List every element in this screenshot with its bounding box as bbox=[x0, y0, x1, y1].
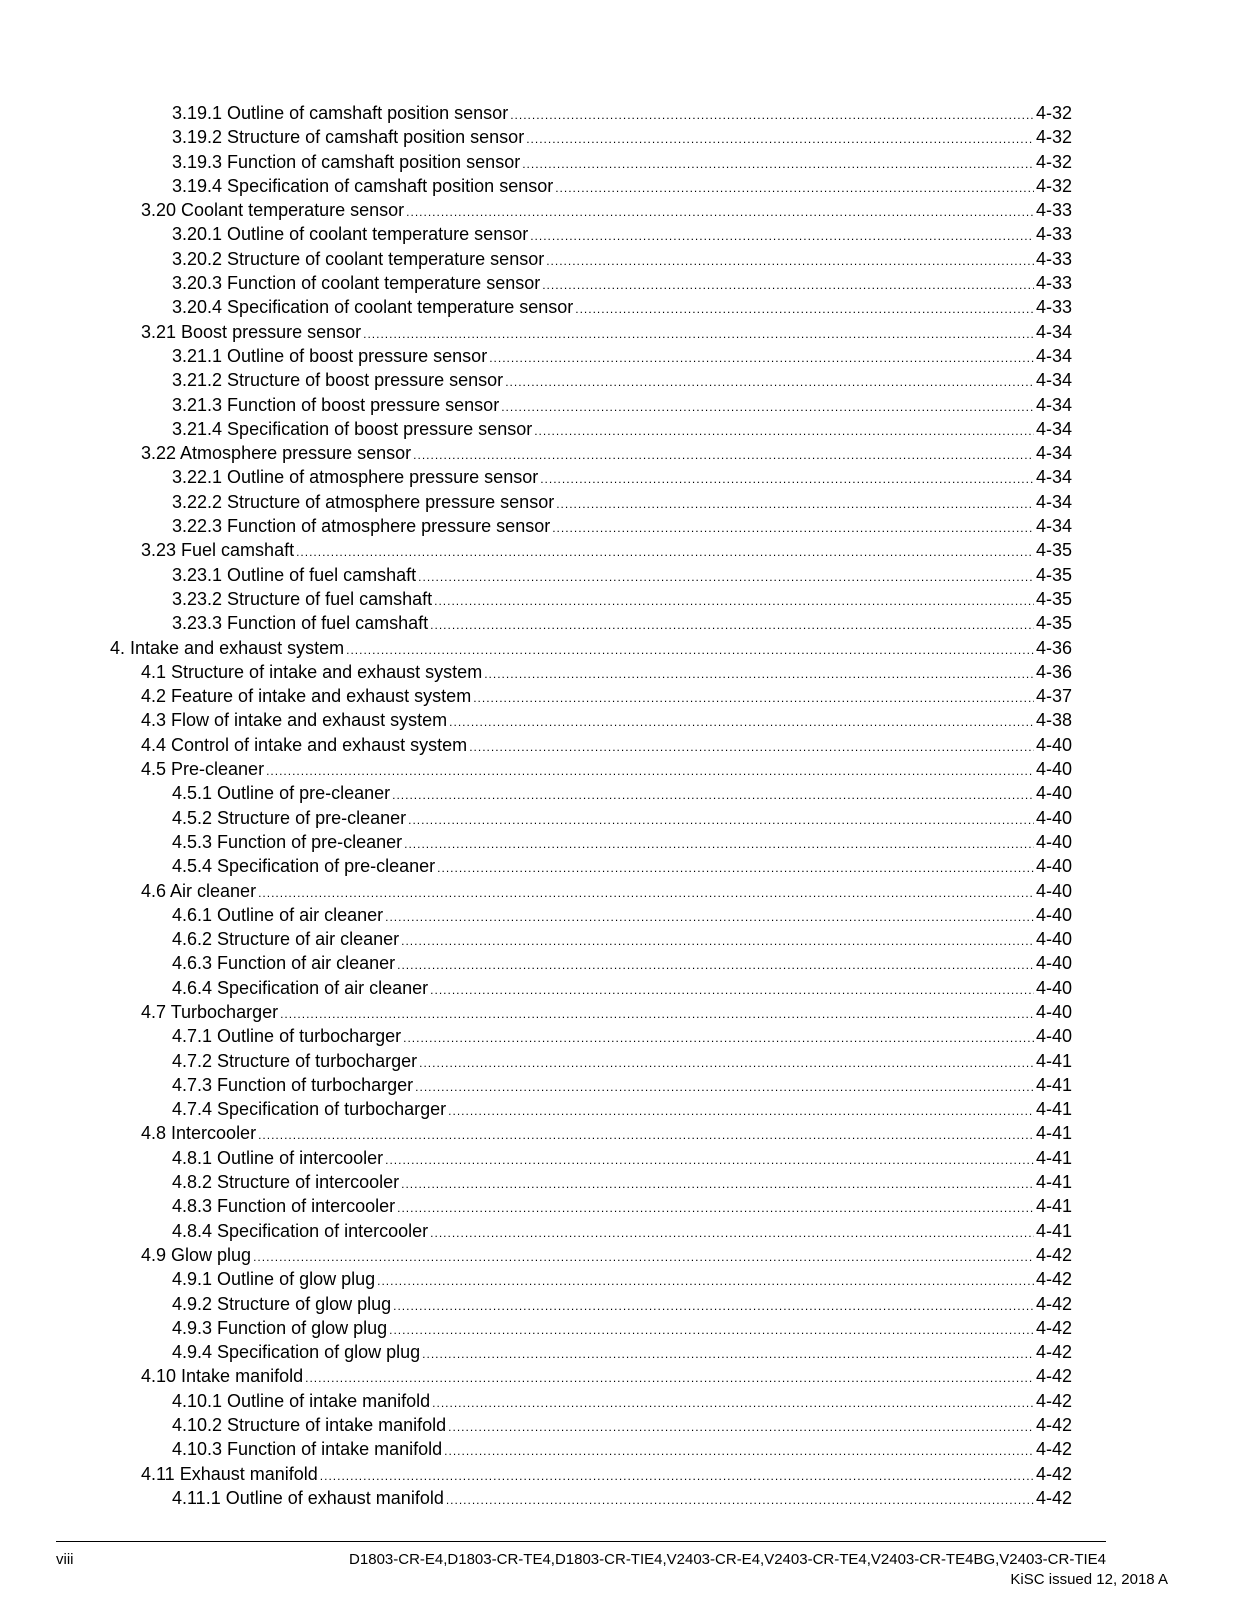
toc-dot-leader bbox=[449, 710, 1034, 734]
toc-dot-leader bbox=[526, 127, 1034, 151]
toc-entry-title: 4.11 Exhaust manifold bbox=[141, 1463, 318, 1484]
toc-dot-leader bbox=[530, 224, 1034, 248]
toc-dot-leader bbox=[253, 1245, 1034, 1269]
toc-entry-page: 4-40 bbox=[1035, 1026, 1072, 1047]
toc-entry[interactable] bbox=[0, 150, 1236, 174]
toc-entry[interactable] bbox=[0, 927, 1236, 951]
toc-entry-page: 4-33 bbox=[1035, 248, 1072, 269]
toc-entry-page: 4-40 bbox=[1035, 880, 1072, 901]
toc-dot-leader bbox=[377, 1269, 1034, 1293]
toc-entry[interactable] bbox=[0, 1340, 1236, 1364]
toc-entry[interactable] bbox=[0, 320, 1236, 344]
toc-dot-leader bbox=[392, 783, 1034, 807]
toc-dot-leader bbox=[552, 516, 1034, 540]
toc-entry-page: 4-40 bbox=[1035, 929, 1072, 950]
toc-dot-leader bbox=[415, 1075, 1034, 1099]
toc-entry-title: 4.8 Intercooler bbox=[141, 1123, 257, 1144]
toc-entry-title: 3.19.4 Specification of camshaft position sensor bbox=[172, 175, 554, 196]
toc-dot-leader bbox=[510, 103, 1034, 127]
toc-entry[interactable] bbox=[0, 1267, 1236, 1291]
toc-entry[interactable] bbox=[0, 1049, 1236, 1073]
toc-dot-leader bbox=[320, 1464, 1034, 1488]
toc-dot-leader bbox=[280, 1002, 1034, 1026]
toc-entry-page: 4-40 bbox=[1035, 856, 1072, 877]
toc-dot-leader bbox=[305, 1366, 1034, 1390]
toc-entry-title: 3.20.3 Function of coolant temperature sensor bbox=[172, 273, 541, 294]
toc-entry[interactable] bbox=[0, 271, 1236, 295]
toc-entry[interactable] bbox=[0, 1389, 1236, 1413]
toc-entry-page: 4-40 bbox=[1035, 953, 1072, 974]
toc-entry-page: 4-42 bbox=[1035, 1269, 1072, 1290]
toc-entry-page: 4-34 bbox=[1035, 418, 1072, 439]
toc-entry[interactable] bbox=[0, 1292, 1236, 1316]
toc-entry-title: 4.5 Pre-cleaner bbox=[141, 759, 265, 780]
toc-entry-page: 4-35 bbox=[1035, 564, 1072, 585]
toc-entry[interactable] bbox=[0, 125, 1236, 149]
toc-dot-leader bbox=[556, 492, 1034, 516]
toc-entry-title: 4.10.2 Structure of intake manifold bbox=[172, 1415, 447, 1436]
toc-entry-title: 3.22.1 Outline of atmosphere pressure sensor bbox=[172, 467, 539, 488]
toc-entry[interactable] bbox=[0, 368, 1236, 392]
toc-entry-title: 4.6.2 Structure of air cleaner bbox=[172, 929, 400, 950]
toc-entry-page: 4-34 bbox=[1035, 345, 1072, 366]
toc-dot-leader bbox=[385, 905, 1034, 929]
toc-dot-leader bbox=[408, 808, 1034, 832]
toc-dot-leader bbox=[448, 1099, 1034, 1123]
toc-dot-leader bbox=[534, 419, 1034, 443]
toc-entry-page: 4-34 bbox=[1035, 443, 1072, 464]
toc-entry[interactable] bbox=[0, 1413, 1236, 1437]
footer-issue-date: KiSC issued 12, 2018 A bbox=[1010, 1571, 1168, 1588]
toc-dot-leader bbox=[258, 1123, 1034, 1147]
toc-entry[interactable] bbox=[0, 1194, 1236, 1218]
toc-entry-title: 4.6 Air cleaner bbox=[141, 880, 257, 901]
toc-entry-title: 4.1 Structure of intake and exhaust system bbox=[141, 661, 483, 682]
toc-entry[interactable] bbox=[0, 660, 1236, 684]
toc-dot-leader bbox=[501, 395, 1034, 419]
toc-dot-leader bbox=[432, 1391, 1034, 1415]
toc-entry[interactable] bbox=[0, 951, 1236, 975]
toc-entry-title: 3.23 Fuel camshaft bbox=[141, 540, 295, 561]
toc-entry[interactable] bbox=[0, 1364, 1236, 1388]
toc-entry[interactable] bbox=[0, 198, 1236, 222]
toc-entry-page: 4-34 bbox=[1035, 467, 1072, 488]
toc-entry[interactable] bbox=[0, 538, 1236, 562]
toc-entry-title: 4.6.3 Function of air cleaner bbox=[172, 953, 396, 974]
toc-dot-leader bbox=[385, 1148, 1034, 1172]
toc-dot-leader bbox=[393, 1294, 1034, 1318]
toc-dot-leader bbox=[413, 443, 1034, 467]
toc-entry-title: 4.9.2 Structure of glow plug bbox=[172, 1293, 392, 1314]
toc-entry[interactable] bbox=[0, 636, 1236, 660]
toc-entry-title: 3.21.4 Specification of boost pressure sensor bbox=[172, 418, 533, 439]
toc-entry[interactable] bbox=[0, 295, 1236, 319]
toc-entry-title: 4.7.4 Specification of turbocharger bbox=[172, 1099, 447, 1120]
toc-entry-page: 4-34 bbox=[1035, 516, 1072, 537]
toc-dot-leader bbox=[546, 249, 1034, 273]
toc-dot-leader bbox=[266, 759, 1034, 783]
toc-entry-title: 4.11.1 Outline of exhaust manifold bbox=[172, 1487, 444, 1508]
toc-entry-title: 3.20.2 Structure of coolant temperature sensor bbox=[172, 248, 545, 269]
toc-entry-title: 4.9.1 Outline of glow plug bbox=[172, 1269, 376, 1290]
toc-entry-title: 3.22 Atmosphere pressure sensor bbox=[141, 443, 412, 464]
toc-entry-title: 4.5.4 Specification of pre-cleaner bbox=[172, 856, 436, 877]
toc-entry-title: 3.23.3 Function of fuel camshaft bbox=[172, 613, 429, 634]
toc-dot-leader bbox=[505, 370, 1034, 394]
toc-entry-title: 4.9 Glow plug bbox=[141, 1244, 252, 1265]
toc-entry-page: 4-42 bbox=[1035, 1487, 1072, 1508]
toc-entry-page: 4-32 bbox=[1035, 151, 1072, 172]
toc-dot-leader bbox=[437, 856, 1034, 880]
toc-entry-title: 3.20.1 Outline of coolant temperature sensor bbox=[172, 224, 529, 245]
toc-entry[interactable] bbox=[0, 587, 1236, 611]
toc-entry-page: 4-33 bbox=[1035, 273, 1072, 294]
toc-entry[interactable] bbox=[0, 806, 1236, 830]
toc-entry-title: 4.4 Control of intake and exhaust system bbox=[141, 734, 468, 755]
toc-entry-page: 4-35 bbox=[1035, 588, 1072, 609]
toc-entry-title: 4.10.1 Outline of intake manifold bbox=[172, 1390, 431, 1411]
toc-entry[interactable] bbox=[0, 1486, 1236, 1510]
toc-entry-title: 4.8.3 Function of intercooler bbox=[172, 1196, 396, 1217]
toc-entry[interactable] bbox=[0, 465, 1236, 489]
toc-entry-page: 4-41 bbox=[1035, 1196, 1072, 1217]
toc-entry-page: 4-40 bbox=[1035, 807, 1072, 828]
toc-entry[interactable] bbox=[0, 441, 1236, 465]
toc-entry-page: 4-38 bbox=[1035, 710, 1072, 731]
toc-entry[interactable] bbox=[0, 393, 1236, 417]
toc-entry-page: 4-32 bbox=[1035, 127, 1072, 148]
toc-entry-title: 4.3 Flow of intake and exhaust system bbox=[141, 710, 448, 731]
toc-entry-page: 4-41 bbox=[1035, 1220, 1072, 1241]
toc-entry-page: 4-42 bbox=[1035, 1439, 1072, 1460]
toc-dot-leader bbox=[434, 589, 1034, 613]
toc-entry-page: 4-40 bbox=[1035, 904, 1072, 925]
toc-dot-leader bbox=[446, 1488, 1034, 1512]
toc-dot-leader bbox=[448, 1415, 1034, 1439]
toc-entry-page: 4-40 bbox=[1035, 1001, 1072, 1022]
toc-entry[interactable] bbox=[0, 1316, 1236, 1340]
toc-entry[interactable] bbox=[0, 101, 1236, 125]
toc-dot-leader bbox=[406, 200, 1034, 224]
toc-dot-leader bbox=[397, 953, 1034, 977]
toc-entry[interactable] bbox=[0, 1243, 1236, 1267]
toc-entry-page: 4-36 bbox=[1035, 661, 1072, 682]
toc-entry[interactable] bbox=[0, 1000, 1236, 1024]
toc-entry[interactable] bbox=[0, 1219, 1236, 1243]
toc-entry[interactable] bbox=[0, 757, 1236, 781]
toc-entry[interactable] bbox=[0, 1462, 1236, 1486]
toc-entry[interactable] bbox=[0, 733, 1236, 757]
toc-entry-title: 3.20.4 Specification of coolant temperature sensor bbox=[172, 297, 574, 318]
toc-entry[interactable] bbox=[0, 417, 1236, 441]
toc-entry[interactable] bbox=[0, 247, 1236, 271]
toc-entry[interactable] bbox=[0, 976, 1236, 1000]
toc-entry-title: 3.19.3 Function of camshaft position sensor bbox=[172, 151, 521, 172]
toc-entry-page: 4-42 bbox=[1035, 1342, 1072, 1363]
toc-entry-page: 4-42 bbox=[1035, 1390, 1072, 1411]
toc-entry-title: 3.22.2 Structure of atmosphere pressure sensor bbox=[172, 491, 555, 512]
toc-dot-leader bbox=[489, 346, 1034, 370]
toc-dot-leader bbox=[473, 686, 1034, 710]
toc-dot-leader bbox=[346, 638, 1034, 662]
toc-dot-leader bbox=[422, 1342, 1034, 1366]
toc-dot-leader bbox=[484, 662, 1034, 686]
toc-dot-leader bbox=[575, 297, 1034, 321]
toc-dot-leader bbox=[401, 929, 1034, 953]
toc-entry[interactable] bbox=[0, 854, 1236, 878]
toc-entry-title: 4.6.1 Outline of air cleaner bbox=[172, 904, 384, 925]
toc-dot-leader bbox=[430, 613, 1034, 637]
toc-entry-page: 4-32 bbox=[1035, 103, 1072, 123]
toc-entry-title: 4.8.1 Outline of intercooler bbox=[172, 1147, 384, 1168]
toc-entry-page: 4-42 bbox=[1035, 1317, 1072, 1338]
toc-dot-leader bbox=[363, 322, 1034, 346]
toc-dot-leader bbox=[540, 467, 1034, 491]
toc-entry-page: 4-34 bbox=[1035, 394, 1072, 415]
toc-entry-page: 4-42 bbox=[1035, 1463, 1072, 1484]
toc-entry[interactable] bbox=[0, 1097, 1236, 1121]
toc-entry-page: 4-40 bbox=[1035, 783, 1072, 804]
toc-entry[interactable] bbox=[0, 708, 1236, 732]
toc-entry-title: 4.5.3 Function of pre-cleaner bbox=[172, 831, 403, 852]
toc-entry-title: 3.21.1 Outline of boost pressure sensor bbox=[172, 345, 488, 366]
toc-dot-leader bbox=[430, 1221, 1034, 1245]
toc-entry-page: 4-40 bbox=[1035, 977, 1072, 998]
toc-entry-page: 4-41 bbox=[1035, 1172, 1072, 1193]
toc-entry-page: 4-42 bbox=[1035, 1293, 1072, 1314]
toc-entry-page: 4-33 bbox=[1035, 224, 1072, 245]
toc-entry-page: 4-34 bbox=[1035, 321, 1072, 342]
toc-entry[interactable] bbox=[0, 684, 1236, 708]
toc-entry-page: 4-41 bbox=[1035, 1050, 1072, 1071]
toc-entry-page: 4-41 bbox=[1035, 1147, 1072, 1168]
toc-entry-page: 4-40 bbox=[1035, 734, 1072, 755]
toc-entry-title: 4.7.1 Outline of turbocharger bbox=[172, 1026, 402, 1047]
toc-dot-leader bbox=[404, 832, 1034, 856]
toc-entry-page: 4-41 bbox=[1035, 1074, 1072, 1095]
toc-dot-leader bbox=[296, 540, 1034, 564]
toc-entry[interactable] bbox=[0, 222, 1236, 246]
toc-dot-leader bbox=[542, 273, 1034, 297]
toc-dot-leader bbox=[469, 735, 1034, 759]
toc-entry-page: 4-35 bbox=[1035, 540, 1072, 561]
toc-entry-page: 4-41 bbox=[1035, 1123, 1072, 1144]
toc-entry[interactable] bbox=[0, 1024, 1236, 1048]
toc-entry[interactable] bbox=[0, 344, 1236, 368]
toc-dot-leader bbox=[522, 152, 1034, 176]
toc-dot-leader bbox=[419, 1051, 1034, 1075]
toc-entry-title: 3.19.2 Structure of camshaft position sensor bbox=[172, 127, 525, 148]
toc-entry-page: 4-34 bbox=[1035, 491, 1072, 512]
toc-entry-title: 3.21 Boost pressure sensor bbox=[141, 321, 362, 342]
toc-entry-page: 4-36 bbox=[1035, 637, 1072, 658]
toc-entry[interactable] bbox=[0, 1121, 1236, 1145]
toc-entry-title: 4.10 Intake manifold bbox=[141, 1366, 304, 1387]
toc-entry-page: 4-40 bbox=[1035, 759, 1072, 780]
toc-entry-title: 3.19.1 Outline of camshaft position sensor bbox=[172, 103, 509, 123]
toc-entry-title: 4.5.1 Outline of pre-cleaner bbox=[172, 783, 391, 804]
toc-entry-title: 3.21.3 Function of boost pressure sensor bbox=[172, 394, 500, 415]
toc-dot-leader bbox=[403, 1026, 1034, 1050]
toc-entry[interactable] bbox=[0, 490, 1236, 514]
toc-entry-title: 4.8.2 Structure of intercooler bbox=[172, 1172, 400, 1193]
toc-entry-title: 3.20 Coolant temperature sensor bbox=[141, 200, 405, 221]
toc-entry[interactable] bbox=[0, 1146, 1236, 1170]
toc-entry-page: 4-32 bbox=[1035, 175, 1072, 196]
toc-entry[interactable] bbox=[0, 903, 1236, 927]
toc-entry-title: 4.6.4 Specification of air cleaner bbox=[172, 977, 429, 998]
toc-entry[interactable] bbox=[0, 1073, 1236, 1097]
toc-entry-title: 4.8.4 Specification of intercooler bbox=[172, 1220, 429, 1241]
toc-dot-leader bbox=[430, 978, 1034, 1002]
toc-entry-page: 4-42 bbox=[1035, 1366, 1072, 1387]
toc-dot-leader bbox=[401, 1172, 1034, 1196]
toc-dot-leader bbox=[418, 565, 1034, 589]
toc-entry[interactable] bbox=[0, 611, 1236, 635]
toc-entry-title: 3.23.1 Outline of fuel camshaft bbox=[172, 564, 417, 585]
toc-entry-page: 4-42 bbox=[1035, 1415, 1072, 1436]
toc-entry[interactable] bbox=[0, 1170, 1236, 1194]
toc-dot-leader bbox=[444, 1439, 1034, 1463]
toc-entry-title: 3.21.2 Structure of boost pressure sensor bbox=[172, 370, 504, 391]
toc-entry[interactable] bbox=[0, 1437, 1236, 1461]
toc-dot-leader bbox=[389, 1318, 1034, 1342]
toc-entry-title: 4.7.3 Function of turbocharger bbox=[172, 1074, 414, 1095]
toc-entry-title: 4.10.3 Function of intake manifold bbox=[172, 1439, 443, 1460]
footer-divider bbox=[56, 1541, 1106, 1542]
toc-entry-page: 4-40 bbox=[1035, 831, 1072, 852]
toc-entry-title: 4.7 Turbocharger bbox=[141, 1001, 279, 1022]
toc-dot-leader bbox=[397, 1196, 1034, 1220]
table-of-contents bbox=[0, 101, 1236, 1510]
toc-entry[interactable] bbox=[0, 174, 1236, 198]
toc-entry[interactable] bbox=[0, 563, 1236, 587]
toc-entry[interactable] bbox=[0, 830, 1236, 854]
toc-entry-page: 4-35 bbox=[1035, 613, 1072, 634]
toc-dot-leader bbox=[258, 881, 1034, 905]
toc-entry-title: 4.7.2 Structure of turbocharger bbox=[172, 1050, 418, 1071]
toc-dot-leader bbox=[555, 176, 1034, 200]
toc-entry[interactable] bbox=[0, 879, 1236, 903]
toc-entry[interactable] bbox=[0, 514, 1236, 538]
toc-entry-page: 4-33 bbox=[1035, 297, 1072, 318]
toc-entry-page: 4-42 bbox=[1035, 1244, 1072, 1265]
toc-entry-title: 4.9.3 Function of glow plug bbox=[172, 1317, 388, 1338]
toc-entry-title: 4. Intake and exhaust system bbox=[110, 637, 345, 658]
footer-model-list: D1803-CR-E4,D1803-CR-TE4,D1803-CR-TIE4,V2403-CR-E4,V2403-CR-TE4,V2403-CR-TE4BG,V2403-CR-TIE4 bbox=[349, 1551, 1106, 1568]
toc-entry-title: 3.22.3 Function of atmosphere pressure sensor bbox=[172, 516, 551, 537]
toc-entry-page: 4-34 bbox=[1035, 370, 1072, 391]
toc-entry-title: 4.2 Feature of intake and exhaust system bbox=[141, 686, 472, 707]
toc-entry[interactable] bbox=[0, 781, 1236, 805]
page-number: viii bbox=[56, 1551, 74, 1568]
toc-entry-title: 3.23.2 Structure of fuel camshaft bbox=[172, 588, 433, 609]
toc-entry-page: 4-37 bbox=[1035, 686, 1072, 707]
toc-entry-page: 4-41 bbox=[1035, 1099, 1072, 1120]
toc-entry-page: 4-33 bbox=[1035, 200, 1072, 221]
toc-entry-title: 4.5.2 Structure of pre-cleaner bbox=[172, 807, 407, 828]
toc-entry-title: 4.9.4 Specification of glow plug bbox=[172, 1342, 421, 1363]
